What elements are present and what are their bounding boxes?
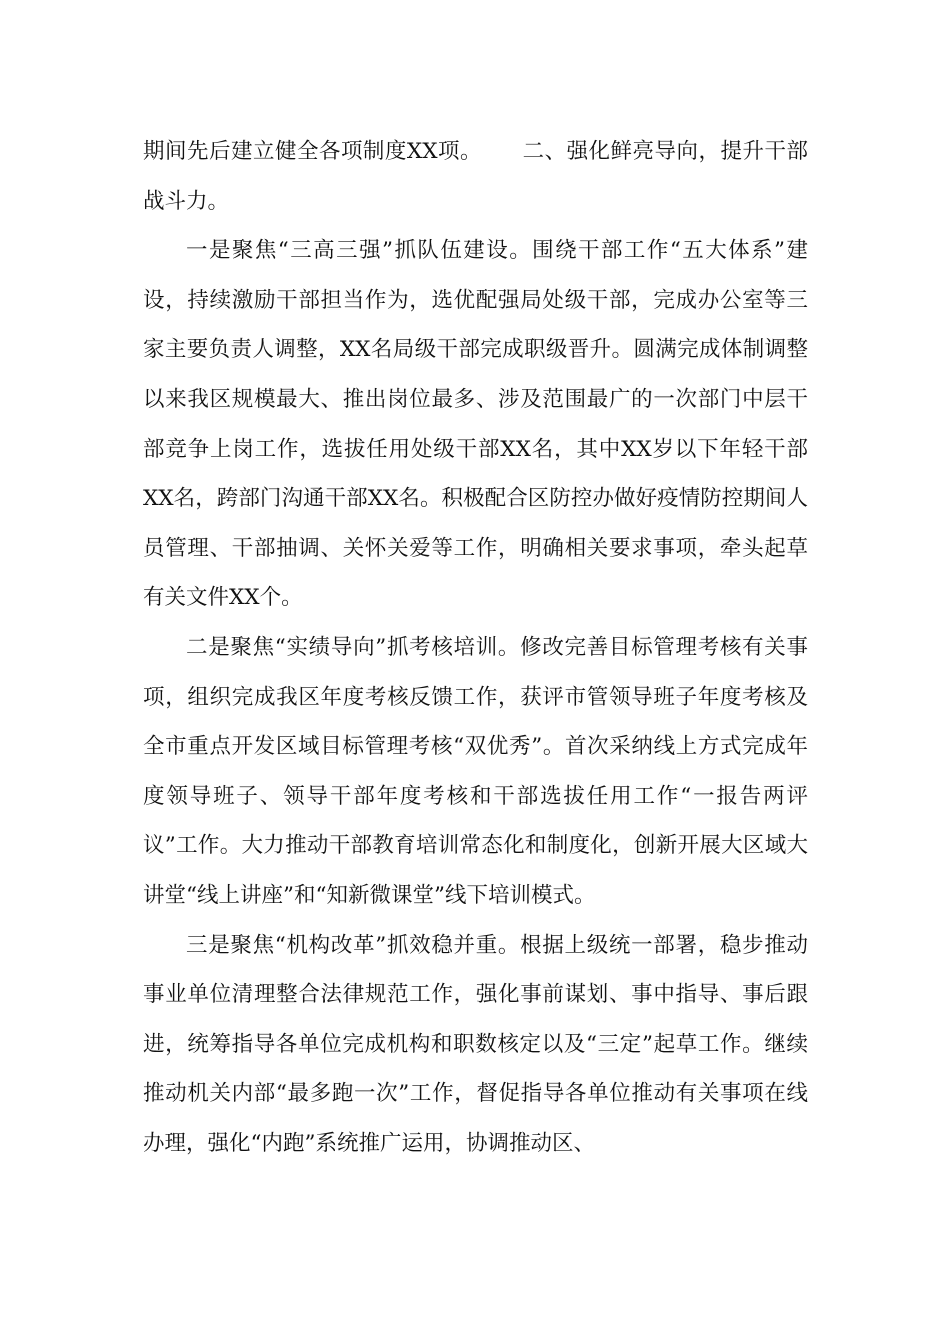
paragraph-continuation: 期间先后建立健全各项制度XX项。 二、强化鲜亮导向，提升干部战斗力。 xyxy=(143,139,808,214)
paragraph-team-building: 一是聚焦“三高三强”抓队伍建设。围绕干部工作“五大体系”建设，持续激励干部担当作为，选优配强局处级干部，完成办公室等三家主要负责人调整，XX名局级干部完成职级晋升。圆满完成体制调整以来我区规模最大、推出岗位最多、涉及范围最广的一次部门中层干部竞争上岗工作，选拔任用处级干部XX名，其中XX岁以下年轻干部XX名，跨部门沟通干部XX名。积极配合区防控办做好疫情防控期间人员管理、干部抽调、关怀关爱等工作，明确相关要求事项，牵头起草有关文件XX个。 xyxy=(143,238,808,611)
paragraph-assessment-training: 二是聚焦“实绩导向”抓考核培训。修改完善目标管理考核有关事项，组织完成我区年度考核反馈工作，获评市管领导班子年度考核及全市重点开发区域目标管理考核“双优秀”。首次采纳线上方式完成年度领导班子、领导干部年度考核和干部选拔任用工作“一报告两评议”工作。大力推动干部教育培训常态化和制度化，创新开展大区域大讲堂“线上讲座”和“知新微课堂”线下培训模式。 xyxy=(143,634,808,908)
document-body xyxy=(143,127,808,1168)
paragraph-institutional-reform: 三是聚焦“机构改革”抓效稳并重。根据上级统一部署，稳步推动事业单位清理整合法律规范工作，强化事前谋划、事中指导、事后跟进，统筹指导各单位完成机构和职数核定以及“三定”起草工作。继续推动机关内部“最多跑一次”工作，督促指导各单位推动有关事项在线办理，强化“内跑”系统推广运用，协调推动区、 xyxy=(143,932,808,1156)
